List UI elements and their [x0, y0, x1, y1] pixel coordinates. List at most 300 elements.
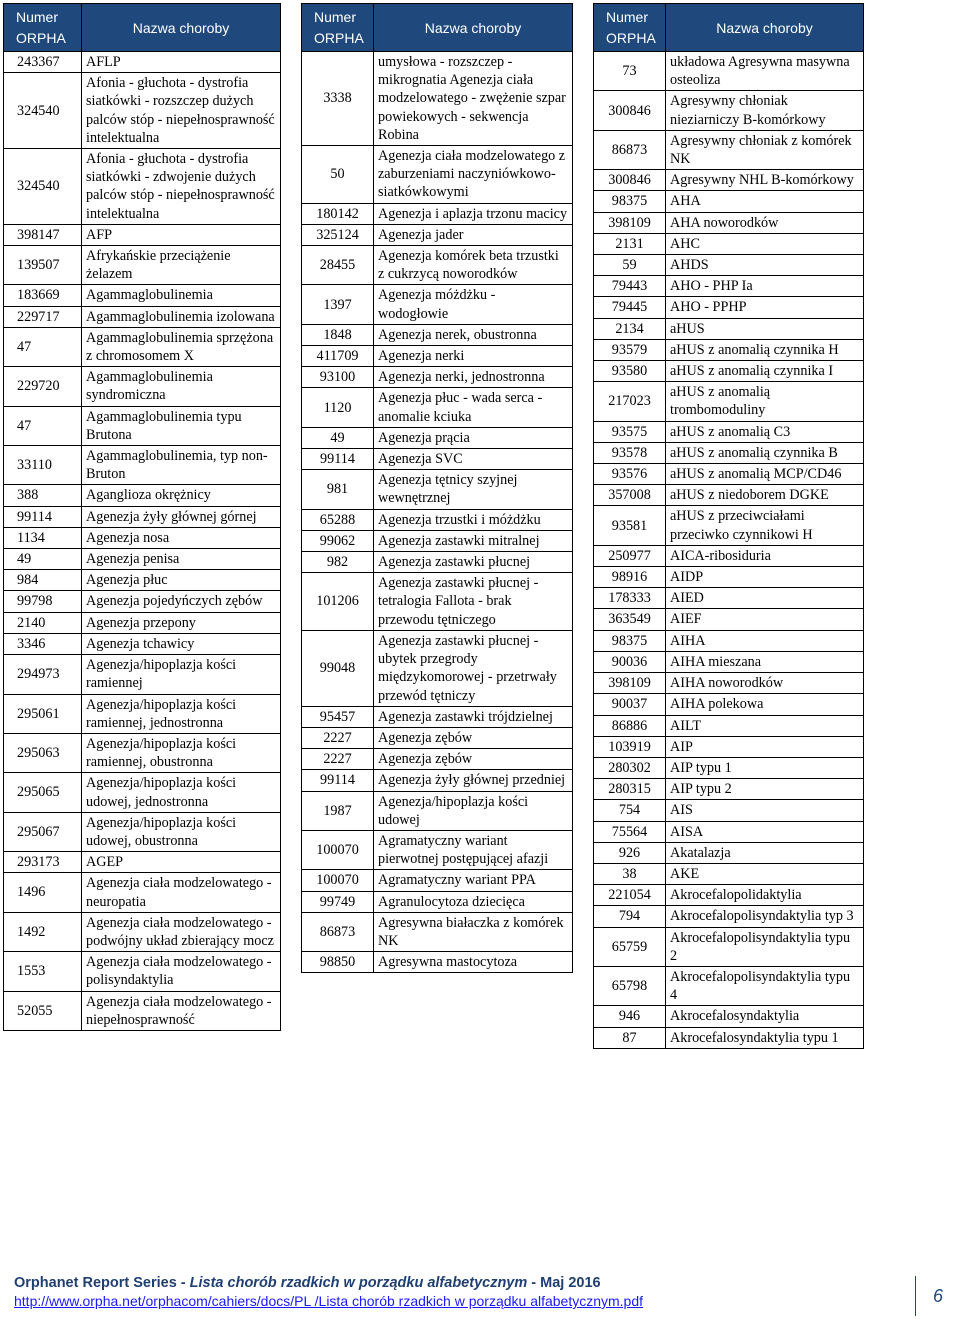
disease-name-cell: Agresywny chłoniak nieziarniczy B-komórkowy — [666, 91, 864, 130]
orpha-number-cell: 398109 — [594, 673, 666, 694]
disease-name-cell: AKE — [666, 863, 864, 884]
table-row — [4, 246, 281, 285]
disease-name-cell: Agenezja SVC — [374, 449, 573, 470]
disease-name-cell: Agramatyczny wariant PPA — [374, 870, 573, 891]
orpha-number-cell: 93576 — [594, 464, 666, 485]
orpha-number-cell: 178333 — [594, 588, 666, 609]
orpha-number-cell: 981 — [302, 470, 374, 509]
table-row — [302, 388, 573, 427]
orpha-number-cell: 99798 — [4, 591, 82, 612]
disease-name-cell: Agenezja zastawki płucnej - tetralogia Fallota - brak przewodu tętniczego — [374, 573, 573, 631]
disease-name-cell: AHA — [666, 191, 864, 212]
disease-name-cell: AILT — [666, 715, 864, 736]
disease-name-cell: AIHA polekowa — [666, 694, 864, 715]
orpha-number-cell: 388 — [4, 485, 82, 506]
table-row — [594, 130, 864, 169]
header-disease-name: Nazwa choroby — [666, 4, 864, 52]
orpha-number-cell: 300846 — [594, 91, 666, 130]
table-row — [594, 361, 864, 382]
table-row — [302, 952, 573, 973]
orpha-number-cell: 280302 — [594, 757, 666, 778]
orpha-number-cell: 398147 — [4, 224, 82, 245]
orpha-number-cell: 52055 — [4, 991, 82, 1030]
disease-name-cell: Agenezja/hipoplazja kości ramiennej, obustronna — [82, 733, 281, 772]
table-row — [302, 203, 573, 224]
disease-name-cell: Agenezja jader — [374, 224, 573, 245]
table-row — [594, 442, 864, 463]
table-row — [594, 715, 864, 736]
orpha-number-cell: 183669 — [4, 285, 82, 306]
table-row — [302, 891, 573, 912]
report-series: Orphanet Report Series - — [14, 1275, 190, 1291]
table-header-row — [4, 4, 281, 52]
orpha-number-cell: 99114 — [302, 770, 374, 791]
orpha-number-cell: 1848 — [302, 324, 374, 345]
table-row — [594, 800, 864, 821]
disease-name-cell: Agammaglobulinemia sprzężona z chromosomem X — [82, 327, 281, 366]
orpha-number-cell: 180142 — [302, 203, 374, 224]
disease-name-cell: Agenezja/hipoplazja kości udowej, jednostronna — [82, 773, 281, 812]
disease-name-cell: Agenezja pojedyńczych zębów — [82, 591, 281, 612]
orpha-number-cell: 49 — [302, 427, 374, 448]
disease-name-cell: aHUS z anomalią trombomoduliny — [666, 382, 864, 421]
table-row — [594, 1027, 864, 1048]
orpha-number-cell: 93578 — [594, 442, 666, 463]
orpha-number-cell: 93581 — [594, 506, 666, 545]
table-row — [302, 427, 573, 448]
table-row — [302, 346, 573, 367]
orpha-number-cell: 98375 — [594, 191, 666, 212]
table-row — [302, 146, 573, 204]
disease-name-cell: AHC — [666, 233, 864, 254]
disease-name-cell: aHUS z anomalią czynnika H — [666, 339, 864, 360]
disease-name-cell: AFLP — [82, 52, 281, 73]
disease-name-cell: AIHA noworodków — [666, 673, 864, 694]
orpha-number-cell: 2134 — [594, 318, 666, 339]
disease-name-cell: Agenezja ciała modzelowatego - polisyndaktylia — [82, 952, 281, 991]
disease-name-cell: Afonia - głuchota - dystrofia siatkówki - zdwojenie dużych palców stóp - niepełnosprawność intelektualna — [82, 149, 281, 225]
table-row — [4, 991, 281, 1030]
disease-name-cell: AHO - PHP Ia — [666, 276, 864, 297]
disease-name-cell: Agammaglobulinemia typu Brutona — [82, 406, 281, 445]
disease-name-cell: Agenezja móżdżku - wodogłowie — [374, 285, 573, 324]
disease-name-cell: Akatalazja — [666, 842, 864, 863]
disease-name-cell: Agenezja prącia — [374, 427, 573, 448]
orpha-number-cell: 2140 — [4, 612, 82, 633]
disease-name-cell: AFP — [82, 224, 281, 245]
table-row — [4, 506, 281, 527]
disease-name-cell: Agammaglobulinemia — [82, 285, 281, 306]
orpha-number-cell: 794 — [594, 906, 666, 927]
orpha-number-cell: 229720 — [4, 367, 82, 406]
table-row — [4, 852, 281, 873]
table-row — [594, 588, 864, 609]
orpha-number-cell: 295067 — [4, 812, 82, 851]
orpha-number-cell: 984 — [4, 570, 82, 591]
table-row — [4, 591, 281, 612]
orpha-number-cell: 295061 — [4, 694, 82, 733]
table-row — [594, 651, 864, 672]
disease-name-cell: AISA — [666, 821, 864, 842]
table-header-row — [594, 4, 864, 52]
orpha-number-cell: 2227 — [302, 749, 374, 770]
orpha-number-cell: 139507 — [4, 246, 82, 285]
page-number: 6 — [915, 1276, 960, 1316]
disease-name-cell: Agenezja ciała modzelowatego - niepełnosprawność — [82, 991, 281, 1030]
table-row — [594, 276, 864, 297]
orpha-number-cell: 293173 — [4, 852, 82, 873]
disease-name-cell: AIDP — [666, 567, 864, 588]
report-date: - Maj 2016 — [527, 1275, 601, 1291]
orpha-number-cell: 221054 — [594, 885, 666, 906]
disease-name-cell: Agenezja zastawki płucnej — [374, 552, 573, 573]
disease-name-cell: Agenezja ciała modzelowatego - neuropatia — [82, 873, 281, 912]
table-row — [594, 906, 864, 927]
orpha-number-cell: 398109 — [594, 212, 666, 233]
table-row — [594, 567, 864, 588]
disease-name-cell: aHUS — [666, 318, 864, 339]
disease-name-cell: AIP typu 2 — [666, 779, 864, 800]
table-row — [302, 830, 573, 869]
table-row — [302, 791, 573, 830]
table-row — [302, 367, 573, 388]
disease-name-cell: Akrocefalopolidaktylia — [666, 885, 864, 906]
table-row — [302, 52, 573, 146]
orpha-number-cell: 2131 — [594, 233, 666, 254]
table-row — [594, 318, 864, 339]
table-row — [302, 630, 573, 706]
disease-name-cell: Agenezja nosa — [82, 527, 281, 548]
disease-table-column-2 — [301, 3, 573, 973]
table-row — [4, 549, 281, 570]
orpha-number-cell: 101206 — [302, 573, 374, 631]
table-row — [4, 327, 281, 366]
orpha-number-cell: 100070 — [302, 870, 374, 891]
disease-name-cell: Agenezja zębów — [374, 727, 573, 748]
table-row — [594, 736, 864, 757]
disease-name-cell: Agresywny chłoniak z komórek NK — [666, 130, 864, 169]
table-row — [4, 446, 281, 485]
orpha-number-cell: 229717 — [4, 306, 82, 327]
orpha-number-cell: 357008 — [594, 485, 666, 506]
table-row — [594, 339, 864, 360]
table-row — [302, 470, 573, 509]
header-orpha-number: Numer ORPHA — [594, 4, 666, 52]
disease-name-cell: Agenezja/hipoplazja kości udowej — [374, 791, 573, 830]
disease-name-cell: Agranulocytoza dziecięca — [374, 891, 573, 912]
table-row — [594, 464, 864, 485]
disease-name-cell: Agramatyczny wariant pierwotnej postępującej afazji — [374, 830, 573, 869]
disease-name-cell: Agresywny NHL B-komórkowy — [666, 170, 864, 191]
orpha-number-cell: 99114 — [302, 449, 374, 470]
header-orpha-number: Numer ORPHA — [302, 4, 374, 52]
disease-name-cell: Agenezja nerek, obustronna — [374, 324, 573, 345]
orpha-number-cell: 300846 — [594, 170, 666, 191]
table-row — [302, 573, 573, 631]
table-row — [4, 485, 281, 506]
disease-name-cell: AHA noworodków — [666, 212, 864, 233]
orpha-number-cell: 99048 — [302, 630, 374, 706]
table-row — [594, 779, 864, 800]
table-row — [594, 821, 864, 842]
orpha-number-cell: 86873 — [302, 912, 374, 951]
orpha-number-cell: 2227 — [302, 727, 374, 748]
table-row — [594, 673, 864, 694]
disease-name-cell: Agenezja zastawki mitralnej — [374, 530, 573, 551]
header-disease-name: Nazwa choroby — [374, 4, 573, 52]
table-row — [4, 367, 281, 406]
disease-name-cell: Agenezja płuc — [82, 570, 281, 591]
disease-table-column-3 — [593, 3, 864, 1049]
disease-name-cell: Agenezja/hipoplazja kości ramiennej, jednostronna — [82, 694, 281, 733]
table-row — [594, 506, 864, 545]
disease-name-cell: Akrocefalopolisyndaktylia typu 4 — [666, 966, 864, 1005]
orpha-number-cell: 47 — [4, 406, 82, 445]
disease-name-cell: AHDS — [666, 255, 864, 276]
table-row — [4, 633, 281, 654]
table-row — [302, 449, 573, 470]
disease-name-cell: Agenezja nerki, jednostronna — [374, 367, 573, 388]
orpha-number-cell: 926 — [594, 842, 666, 863]
orpha-number-cell: 363549 — [594, 609, 666, 630]
disease-name-cell: aHUS z anomalią czynnika I — [666, 361, 864, 382]
table-row — [594, 170, 864, 191]
disease-name-cell: AIP typu 1 — [666, 757, 864, 778]
orpha-number-cell: 325124 — [302, 224, 374, 245]
disease-name-cell: Agenezja żyły głównej górnej — [82, 506, 281, 527]
orpha-number-cell: 65288 — [302, 509, 374, 530]
orpha-number-cell: 59 — [594, 255, 666, 276]
disease-name-cell: Agenezja komórek beta trzustki z cukrzycą noworodków — [374, 246, 573, 285]
orpha-number-cell: 3346 — [4, 633, 82, 654]
table-row — [302, 509, 573, 530]
table-row — [4, 952, 281, 991]
orpha-number-cell: 324540 — [4, 73, 82, 149]
disease-table-column-1 — [3, 3, 281, 1031]
disease-name-cell: Agenezja płuc - wada serca - anomalie kciuka — [374, 388, 573, 427]
orpha-number-cell: 98916 — [594, 567, 666, 588]
table-row — [302, 324, 573, 345]
table-row — [594, 842, 864, 863]
orpha-number-cell: 99749 — [302, 891, 374, 912]
disease-name-cell: Agenezja/hipoplazja kości udowej, obustronna — [82, 812, 281, 851]
table-row — [4, 812, 281, 851]
table-row — [4, 52, 281, 73]
disease-name-cell: Agenezja ciała modzelowatego - podwójny układ zbierający mocz — [82, 912, 281, 951]
disease-name-cell: Afonia - głuchota - dystrofia siatkówki - rozszczep dużych palców stóp - niepełnosprawność intelektualna — [82, 73, 281, 149]
page-footer — [14, 1274, 894, 1310]
table-row — [302, 706, 573, 727]
table-row — [4, 406, 281, 445]
orpha-number-cell: 1397 — [302, 285, 374, 324]
orpha-number-cell: 33110 — [4, 446, 82, 485]
table-row — [594, 927, 864, 966]
orpha-number-cell: 93100 — [302, 367, 374, 388]
orpha-number-cell: 86886 — [594, 715, 666, 736]
table-row — [594, 255, 864, 276]
disease-name-cell: AIP — [666, 736, 864, 757]
disease-name-cell: Agenezja penisa — [82, 549, 281, 570]
disease-name-cell: Agenezja trzustki i móżdżku — [374, 509, 573, 530]
orpha-number-cell: 280315 — [594, 779, 666, 800]
table-row — [4, 655, 281, 694]
table-row — [594, 233, 864, 254]
disease-name-cell: Agenezja przepony — [82, 612, 281, 633]
table-row — [302, 912, 573, 951]
disease-name-cell: układowa Agresywna masywna osteoliza — [666, 52, 864, 91]
disease-name-cell: Akrocefalosyndaktylia typu 1 — [666, 1027, 864, 1048]
table-row — [4, 224, 281, 245]
disease-name-cell: aHUS z niedoborem DGKE — [666, 485, 864, 506]
orpha-number-cell: 65759 — [594, 927, 666, 966]
report-title: Lista chorób rzadkich w porządku alfabetycznym — [189, 1275, 528, 1291]
orpha-number-cell: 50 — [302, 146, 374, 204]
orpha-number-cell: 294973 — [4, 655, 82, 694]
orpha-number-cell: 1134 — [4, 527, 82, 548]
table-row — [302, 727, 573, 748]
orpha-number-cell: 86873 — [594, 130, 666, 169]
table-row — [302, 552, 573, 573]
disease-name-cell: aHUS z anomalią C3 — [666, 421, 864, 442]
orpha-number-cell: 982 — [302, 552, 374, 573]
disease-name-cell: aHUS z anomalią czynnika B — [666, 442, 864, 463]
disease-name-cell: Aganglioza okrężnicy — [82, 485, 281, 506]
table-row — [4, 285, 281, 306]
orpha-number-cell: 1120 — [302, 388, 374, 427]
table-header-row — [302, 4, 573, 52]
table-row — [4, 527, 281, 548]
table-row — [594, 421, 864, 442]
orpha-number-cell: 49 — [4, 549, 82, 570]
disease-name-cell: Agammaglobulinemia izolowana — [82, 306, 281, 327]
disease-name-cell: aHUS z anomalią MCP/CD46 — [666, 464, 864, 485]
disease-name-cell: Agenezja/hipoplazja kości ramiennej — [82, 655, 281, 694]
table-row — [594, 966, 864, 1005]
table-row — [4, 612, 281, 633]
disease-name-cell: AIHA mieszana — [666, 651, 864, 672]
table-row — [594, 694, 864, 715]
table-row — [594, 382, 864, 421]
orpha-number-cell: 295065 — [4, 773, 82, 812]
disease-name-cell: AICA-ribosiduria — [666, 545, 864, 566]
disease-name-cell: Agenezja tętnicy szyjnej wewnętrznej — [374, 470, 573, 509]
table-row — [4, 873, 281, 912]
table-row — [4, 694, 281, 733]
orpha-number-cell: 324540 — [4, 149, 82, 225]
disease-name-cell: Agenezja zastawki płucnej - ubytek przegrody międzykomorowej - przetrwały przewód tętniczy — [374, 630, 573, 706]
disease-name-cell: Agresywna mastocytoza — [374, 952, 573, 973]
table-row — [594, 52, 864, 91]
orpha-number-cell: 75564 — [594, 821, 666, 842]
orpha-number-cell: 250977 — [594, 545, 666, 566]
orpha-number-cell: 28455 — [302, 246, 374, 285]
disease-name-cell: Agenezja nerki — [374, 346, 573, 367]
disease-name-cell: Agenezja i aplazja trzonu macicy — [374, 203, 573, 224]
table-row — [4, 912, 281, 951]
disease-name-cell: Agenezja zastawki trójdzielnej — [374, 706, 573, 727]
table-row — [594, 212, 864, 233]
header-orpha-number: Numer ORPHA — [4, 4, 82, 52]
table-row — [594, 757, 864, 778]
disease-name-cell: aHUS z przeciwciałami przeciwko czynnikowi H — [666, 506, 864, 545]
disease-name-cell: Agenezja tchawicy — [82, 633, 281, 654]
orpha-number-cell: 79445 — [594, 297, 666, 318]
disease-name-cell: Agenezja żyły głównej przedniej — [374, 770, 573, 791]
disease-name-cell: umysłowa - rozszczep - mikrognatia Agenezja ciała modzelowatego - zwężenie szpar powiekowych - sekwencja Robina — [374, 52, 573, 146]
orpha-number-cell: 73 — [594, 52, 666, 91]
table-row — [594, 609, 864, 630]
orpha-number-cell: 65798 — [594, 966, 666, 1005]
table-row — [594, 1006, 864, 1027]
table-row — [4, 149, 281, 225]
orpha-number-cell: 87 — [594, 1027, 666, 1048]
disease-name-cell: AIS — [666, 800, 864, 821]
disease-name-cell: AIEF — [666, 609, 864, 630]
table-row — [302, 870, 573, 891]
disease-name-cell: Agammaglobulinemia, typ non-Bruton — [82, 446, 281, 485]
table-row — [4, 733, 281, 772]
orpha-number-cell: 100070 — [302, 830, 374, 869]
report-series-line — [14, 1274, 894, 1292]
table-row — [302, 224, 573, 245]
orpha-number-cell: 103919 — [594, 736, 666, 757]
orpha-number-cell: 411709 — [302, 346, 374, 367]
orpha-number-cell: 754 — [594, 800, 666, 821]
table-row — [594, 545, 864, 566]
disease-name-cell: AIHA — [666, 630, 864, 651]
table-row — [302, 246, 573, 285]
orpha-number-cell: 93575 — [594, 421, 666, 442]
table-row — [594, 91, 864, 130]
table-row — [4, 773, 281, 812]
orpha-number-cell: 1553 — [4, 952, 82, 991]
orpha-number-cell: 38 — [594, 863, 666, 884]
disease-name-cell: Akrocefalopolisyndaktylia typ 3 — [666, 906, 864, 927]
orpha-number-cell: 90036 — [594, 651, 666, 672]
disease-name-cell: AHO - PPHP — [666, 297, 864, 318]
disease-name-cell: Agenezja ciała modzelowatego z zaburzeniami naczyniówkowo-siatkówkowymi — [374, 146, 573, 204]
table-row — [4, 73, 281, 149]
orpha-number-cell: 90037 — [594, 694, 666, 715]
disease-name-cell: Agresywna białaczka z komórek NK — [374, 912, 573, 951]
disease-name-cell: Agenezja zębów — [374, 749, 573, 770]
disease-table — [593, 3, 864, 1049]
orpha-number-cell: 243367 — [4, 52, 82, 73]
orpha-number-cell: 295063 — [4, 733, 82, 772]
table-row — [302, 530, 573, 551]
table-row — [594, 885, 864, 906]
report-url-link[interactable]: http://www.orpha.net/orphacom/cahiers/docs/PL /Lista chorób rzadkich w porządku alfabetycznym.pdf — [14, 1293, 644, 1309]
orpha-number-cell: 93579 — [594, 339, 666, 360]
orpha-number-cell: 217023 — [594, 382, 666, 421]
orpha-number-cell: 95457 — [302, 706, 374, 727]
disease-name-cell: Akrocefalosyndaktylia — [666, 1006, 864, 1027]
orpha-number-cell: 99062 — [302, 530, 374, 551]
table-row — [302, 770, 573, 791]
orpha-number-cell: 1492 — [4, 912, 82, 951]
table-row — [594, 863, 864, 884]
header-disease-name: Nazwa choroby — [82, 4, 281, 52]
table-row — [302, 749, 573, 770]
orpha-number-cell: 98375 — [594, 630, 666, 651]
table-row — [594, 191, 864, 212]
orpha-number-cell: 79443 — [594, 276, 666, 297]
table-row — [302, 285, 573, 324]
disease-name-cell: Agammaglobulinemia syndromiczna — [82, 367, 281, 406]
table-row — [594, 485, 864, 506]
table-row — [4, 570, 281, 591]
table-row — [594, 297, 864, 318]
